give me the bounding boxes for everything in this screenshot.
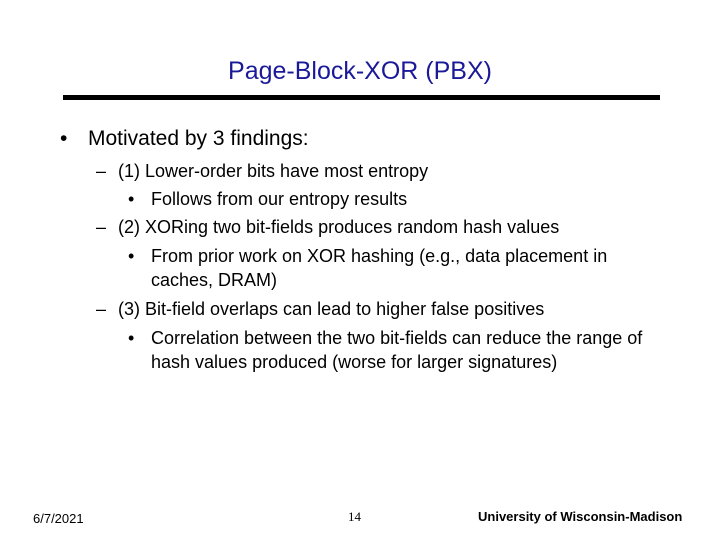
finding-1 — [96, 159, 429, 183]
finding-3-detail — [128, 326, 671, 374]
page-number: 14 — [348, 509, 361, 524]
bullet-marker: • — [60, 127, 68, 150]
bullet-main — [60, 126, 309, 152]
bullet-marker: • — [128, 246, 135, 266]
dash-marker: – — [96, 161, 107, 181]
bullet-marker: • — [128, 189, 135, 209]
finding-2-text: (2) XORing two bit-fields produces random hash values — [118, 217, 560, 237]
finding-2-detail — [128, 244, 671, 292]
finding-3-detail-text: Correlation between the two bit-fields can reduce the range of hash values produced (worse for larger signatures) — [151, 328, 643, 372]
footer-organization: University of Wisconsin-Madison — [478, 509, 683, 524]
footer-date: 6/7/2021 — [33, 511, 84, 526]
finding-1-text: (1) Lower-order bits have most entropy — [118, 161, 429, 181]
finding-2-detail-text: From prior work on XOR hashing (e.g., data placement in caches, DRAM) — [151, 246, 608, 290]
slide-title: Page-Block-XOR (PBX) — [228, 57, 492, 85]
finding-3-text: (3) Bit-field overlaps can lead to higher false positives — [118, 299, 545, 319]
bullet-main-text: Motivated by 3 findings: — [88, 127, 309, 150]
finding-3 — [96, 297, 545, 321]
finding-2 — [96, 215, 560, 239]
finding-1-detail — [128, 187, 671, 211]
dash-marker: – — [96, 299, 107, 319]
dash-marker: – — [96, 217, 107, 237]
finding-1-detail-text: Follows from our entropy results — [151, 189, 408, 209]
bullet-marker: • — [128, 328, 135, 348]
